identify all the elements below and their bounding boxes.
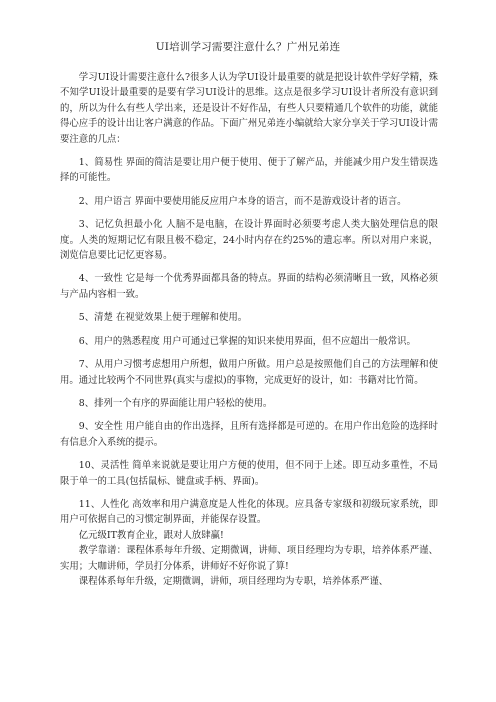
point-user-habits: 7、从用户习惯考虑想用户所想，做用户所做。用户总是按照他们自己的方法理解和使用。通过比较两个不同世界(真实与虚拟)的事物，完成更好的设计，如：书籍对比竹简。 [60,359,438,386]
intro-paragraph: 学习UI设计需要注意什么?很多人认为学UI设计最重要的就是把设计软件学好学精，殊不知学UI设计最重要的是要有学习UI设计的思维。这点是很多学习UI设计者所没有意识到的，所以为什么有些人学出来，还是设计不好作品，有些人只要精通几个软件的功能，就能得心应手的设计出让客户满意的作品。下面广州兄弟连小编就给大家分享关于学习UI设计需要注意的几点： [60,72,438,145]
point-clarity: 5、清楚 在视觉效果上便于理解和使用。 [78,312,248,324]
document-title: UI培训学习需要注意什么？广州兄弟连 [155,41,341,53]
closing-line-teaching: 教学靠谱：课程体系每年升级、定期微调，讲师、项目经理均为专职，培养体系严谨、实用；大咖讲师，学员打分体系，讲师好不好你说了算! [60,545,438,572]
point-familiarity: 6、用户的熟悉程度 用户可通过已掌握的知识来使用界面，但不应超出一般常识。 [78,335,416,347]
point-simplicity: 1、简易性 界面的简洁是要让用户便于使用、便于了解产品，并能减少用户发生错误选择的可能性。 [60,157,438,184]
document-body [60,70,438,589]
point-user-language: 2、用户语言 界面中要使用能反应用户本身的语言，而不是游戏设计者的语言。 [78,195,407,207]
point-ordering: 8、排列一个有序的界面能让用户轻松的使用。 [78,397,273,409]
closing-line-slogan: 亿元级IT教育企业，跟对人放肆赢! [78,529,224,541]
point-humanization: 11、人性化 高效率和用户满意度是人性化的体现。应具备专家级和初级玩家系统，即用户可依据自己的习惯定制界面，并能保存设置。 [60,498,438,526]
closing-line-curriculum: 课程体系每年升级，定期微调，讲师，项目经理均为专职，培养体系严谨、 [78,575,389,587]
point-consistency: 4、一致性 它是每一个优秀界面都具备的特点。界面的结构必须清晰且一致，风格必须与产品内容相一致。 [60,273,438,300]
point-safety: 9、安全性 用户能自由的作出选择，且所有选择都是可逆的。在用户作出危险的选择时有信息介入系统的提示。 [60,421,438,448]
point-flexibility: 10、灵活性 简单来说就是要让用户方便的使用，但不同于上述。即互动多重性，不局限于单一的工具(包括鼠标、键盘或手柄、界面)。 [60,460,438,487]
point-memory-load: 3、记忆负担最小化 人脑不是电脑，在设计界面时必须要考虑人类大脑处理信息的限度。人类的短期记忆有限且极不稳定，24小时内存在约25%的遗忘率。所以对用户来说，浏览信息要比记忆更容易。 [60,219,438,262]
